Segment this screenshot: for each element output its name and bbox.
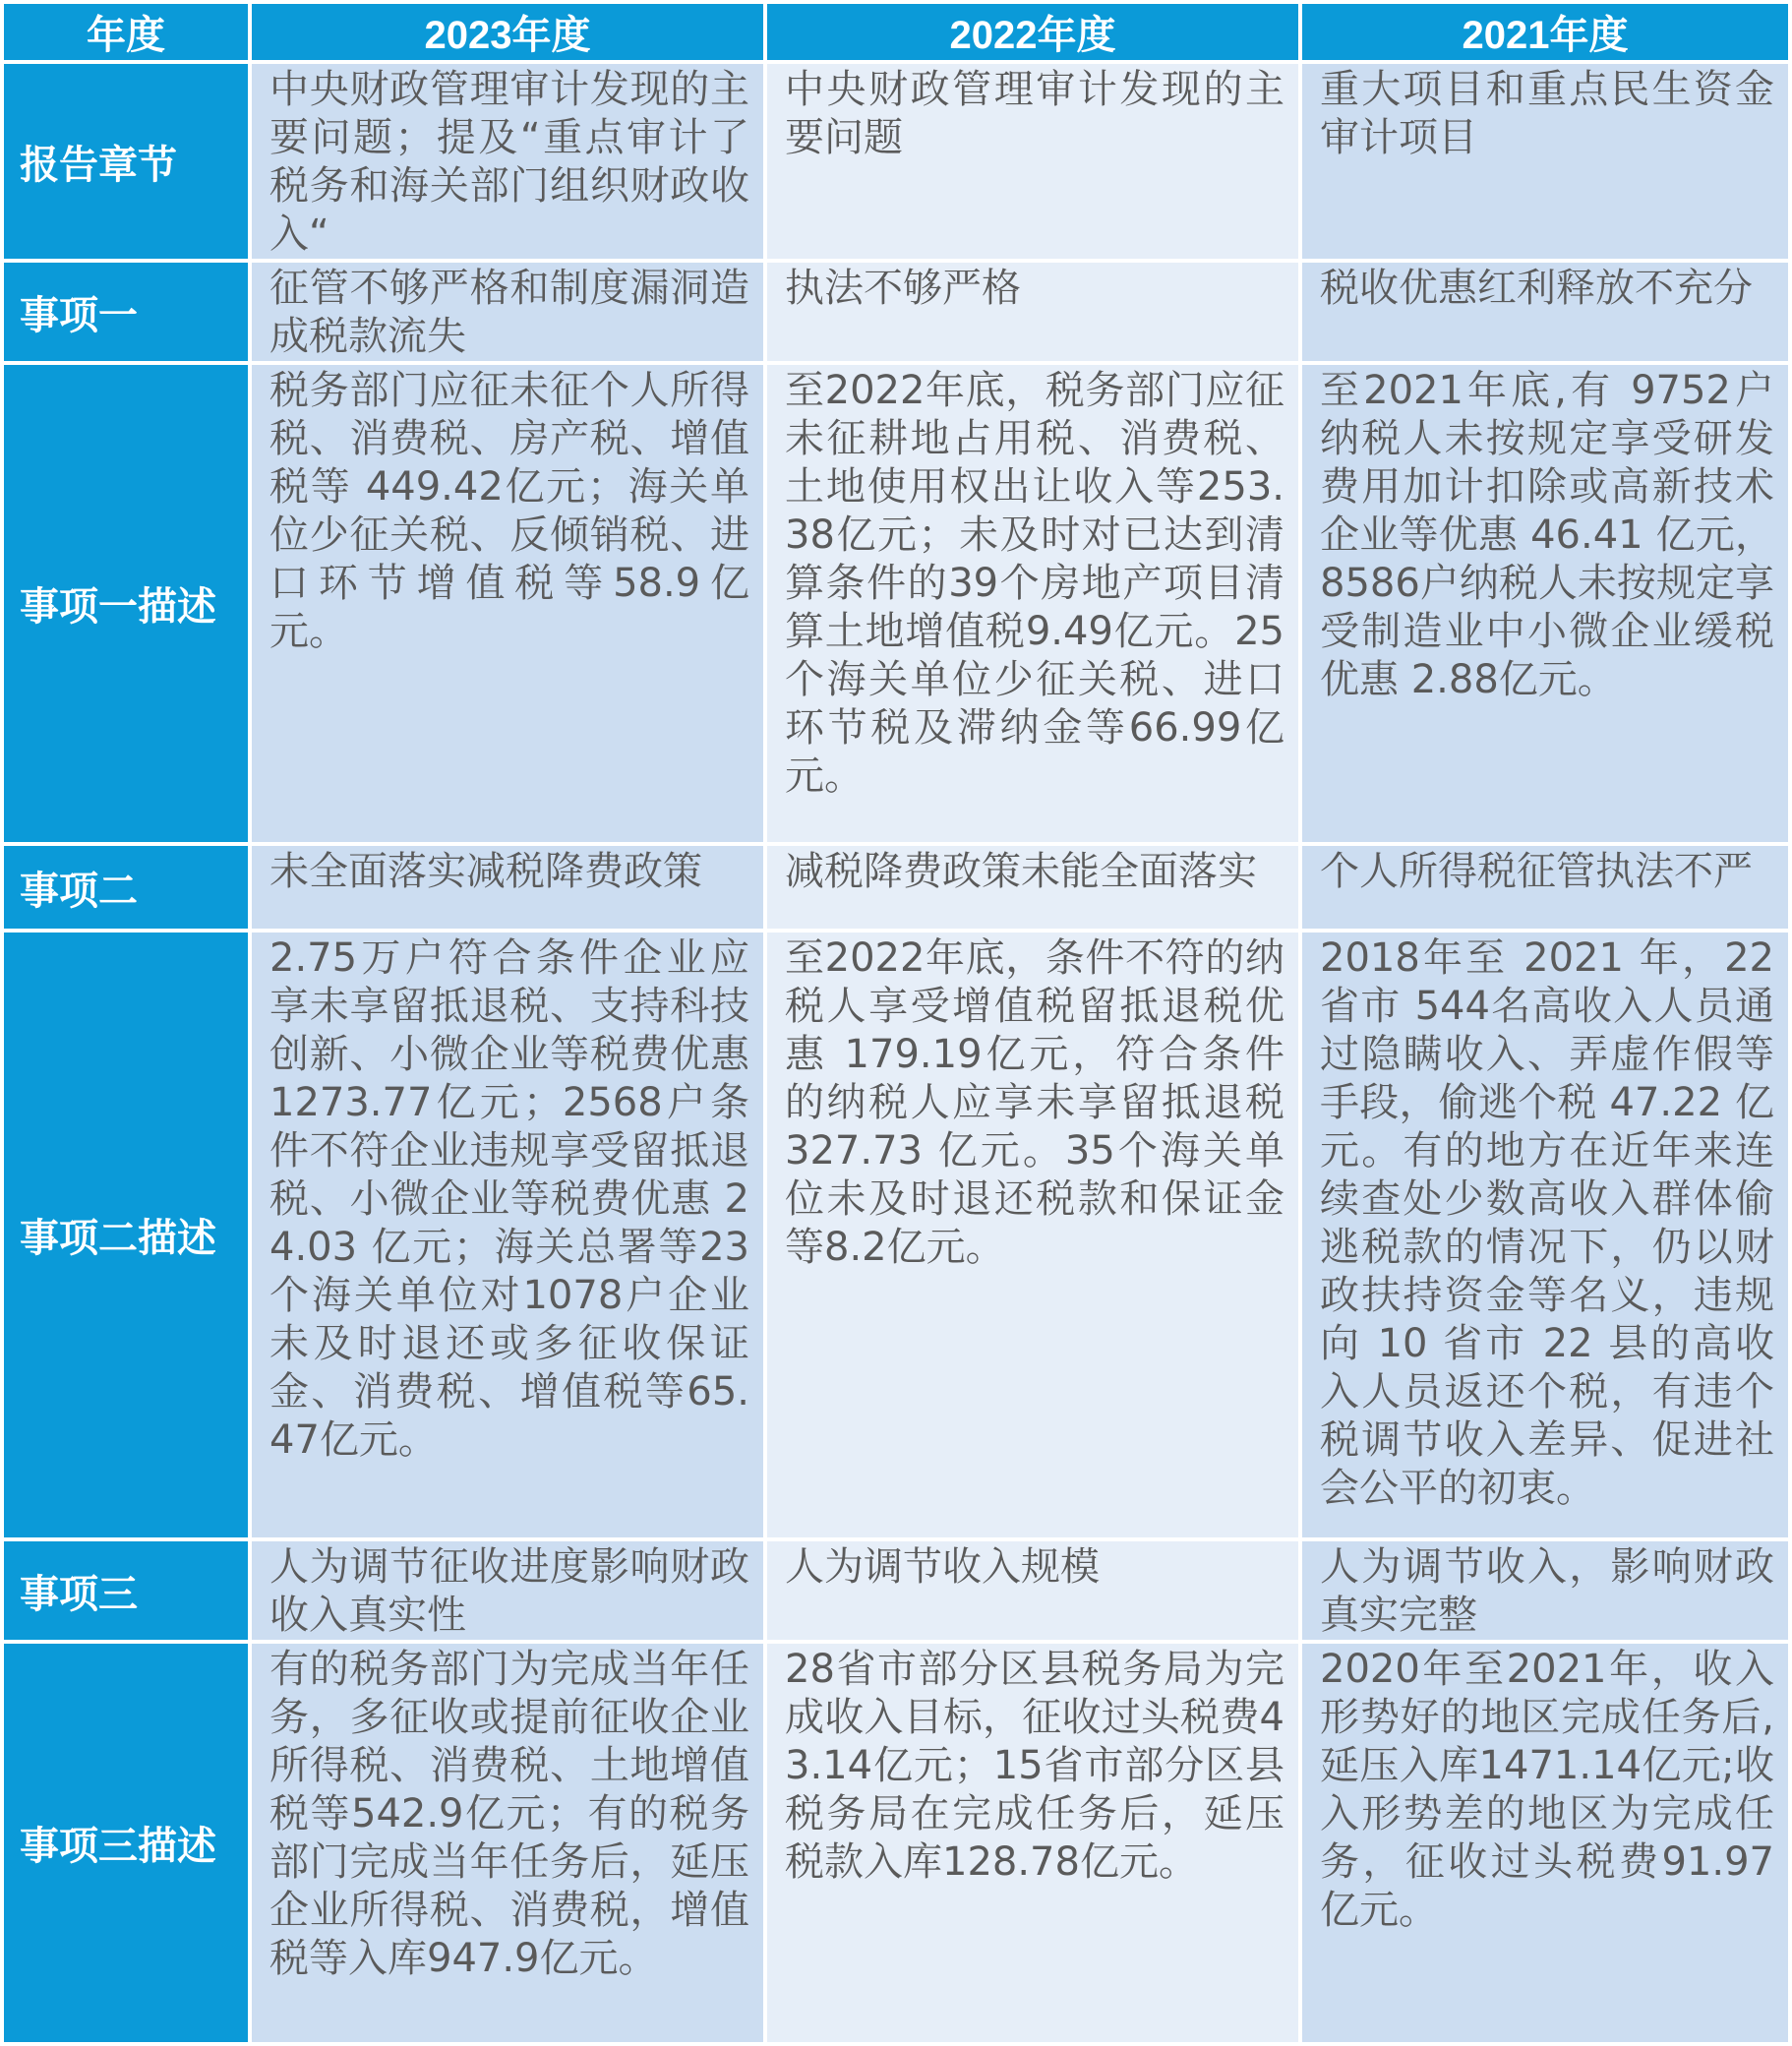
row-label: 事项一 bbox=[4, 263, 248, 361]
row-label: 事项一描述 bbox=[4, 365, 248, 842]
cell-2023: 2.75万户符合条件企业应享未享留抵退税、支持科技创新、小微企业等税费优惠1273.77亿元；2568户条件不符企业违规享受留抵退税、小微企业等税费优惠 24.03 亿元；海关总署等23个海关单位对1078户企业未及时退还或多征收保证金、消费税、增值税等65.47亿元。 bbox=[252, 933, 763, 1537]
row-label: 事项二描述 bbox=[4, 933, 248, 1537]
header-2021: 2021年度 bbox=[1302, 4, 1788, 60]
header-2022: 2022年度 bbox=[767, 4, 1298, 60]
table-row-item-one-desc bbox=[4, 365, 1788, 842]
table-row-item-three bbox=[4, 1541, 1788, 1640]
table-header-row bbox=[4, 4, 1788, 60]
cell-2022: 28省市部分区县税务局为完成收入目标，征收过头税费43.14亿元；15省市部分区县税务局在完成任务后，延压税款入库128.78亿元。 bbox=[767, 1644, 1298, 2042]
cell-2021: 2018年至 2021 年，22 省市 544名高收入人员通过隐瞒收入、弄虚作假等手段，偷逃个税 47.22 亿元。有的地方在近年来连续查处少数高收入群体偷逃税款的情况下，仍以财政扶持资金等名义，违规向 10 省市 22 县的高收入人员返还个税，有违个税调节收入差异、促进社会公平的初衷。 bbox=[1302, 933, 1788, 1537]
table-row-item-one bbox=[4, 263, 1788, 361]
cell-2022: 减税降费政策未能全面落实 bbox=[767, 846, 1298, 929]
cell-2021: 至2021年底,有 9752户纳税人未按规定享受研发费用加计扣除或高新技术企业等优惠 46.41 亿元，8586户纳税人未按规定享受制造业中小微企业缓税优惠 2.88亿元。 bbox=[1302, 365, 1788, 842]
cell-2021: 人为调节收入，影响财政真实完整 bbox=[1302, 1541, 1788, 1640]
cell-2023: 税务部门应征未征个人所得税、消费税、房产税、增值税等 449.42亿元；海关单位少征关税、反倾销税、进口环节增值税等58.9亿元。 bbox=[252, 365, 763, 842]
cell-2023: 未全面落实减税降费政策 bbox=[252, 846, 763, 929]
cell-2022: 中央财政管理审计发现的主要问题 bbox=[767, 64, 1298, 259]
cell-2021: 2020年至2021年，收入形势好的地区完成任务后,延压入库1471.14亿元;收入形势差的地区为完成任务，征收过头税费91.97亿元。 bbox=[1302, 1644, 1788, 2042]
cell-2022: 执法不够严格 bbox=[767, 263, 1298, 361]
table-row-item-three-desc bbox=[4, 1644, 1788, 2042]
row-label: 报告章节 bbox=[4, 64, 248, 259]
table-row-item-two bbox=[4, 846, 1788, 929]
table-row-item-two-desc bbox=[4, 933, 1788, 1537]
cell-2023: 有的税务部门为完成当年任务，多征收或提前征收企业所得税、消费税、土地增值税等542.9亿元；有的税务部门完成当年任务后，延压企业所得税、消费税，增值税等入库947.9亿元。 bbox=[252, 1644, 763, 2042]
cell-2021: 税收优惠红利释放不充分 bbox=[1302, 263, 1788, 361]
cell-2023: 人为调节征收进度影响财政收入真实性 bbox=[252, 1541, 763, 1640]
row-label: 事项二 bbox=[4, 846, 248, 929]
cell-2022: 人为调节收入规模 bbox=[767, 1541, 1298, 1640]
header-year-label: 年度 bbox=[4, 4, 248, 60]
cell-2023: 征管不够严格和制度漏洞造成税款流失 bbox=[252, 263, 763, 361]
cell-2021: 个人所得税征管执法不严 bbox=[1302, 846, 1788, 929]
cell-2022: 至2022年底，条件不符的纳税人享受增值税留抵退税优惠 179.19亿元，符合条件的纳税人应享未享留抵退税 327.73 亿元。35个海关单位未及时退还税款和保证金等8.2亿元。 bbox=[767, 933, 1298, 1537]
table-row-report-chapter bbox=[4, 64, 1788, 259]
row-label: 事项三 bbox=[4, 1541, 248, 1640]
row-label: 事项三描述 bbox=[4, 1644, 248, 2042]
header-2023: 2023年度 bbox=[252, 4, 763, 60]
cell-2023: 中央财政管理审计发现的主要问题；提及“重点审计了税务和海关部门组织财政收入“ bbox=[252, 64, 763, 259]
cell-2022: 至2022年底，税务部门应征未征耕地占用税、消费税、土地使用权出让收入等253.38亿元；未及时对已达到清算条件的39个房地产项目清算土地增值税9.49亿元。25个海关单位少征关税、进口环节税及滞纳金等66.99亿元。 bbox=[767, 365, 1298, 842]
cell-2021: 重大项目和重点民生资金审计项目 bbox=[1302, 64, 1788, 259]
